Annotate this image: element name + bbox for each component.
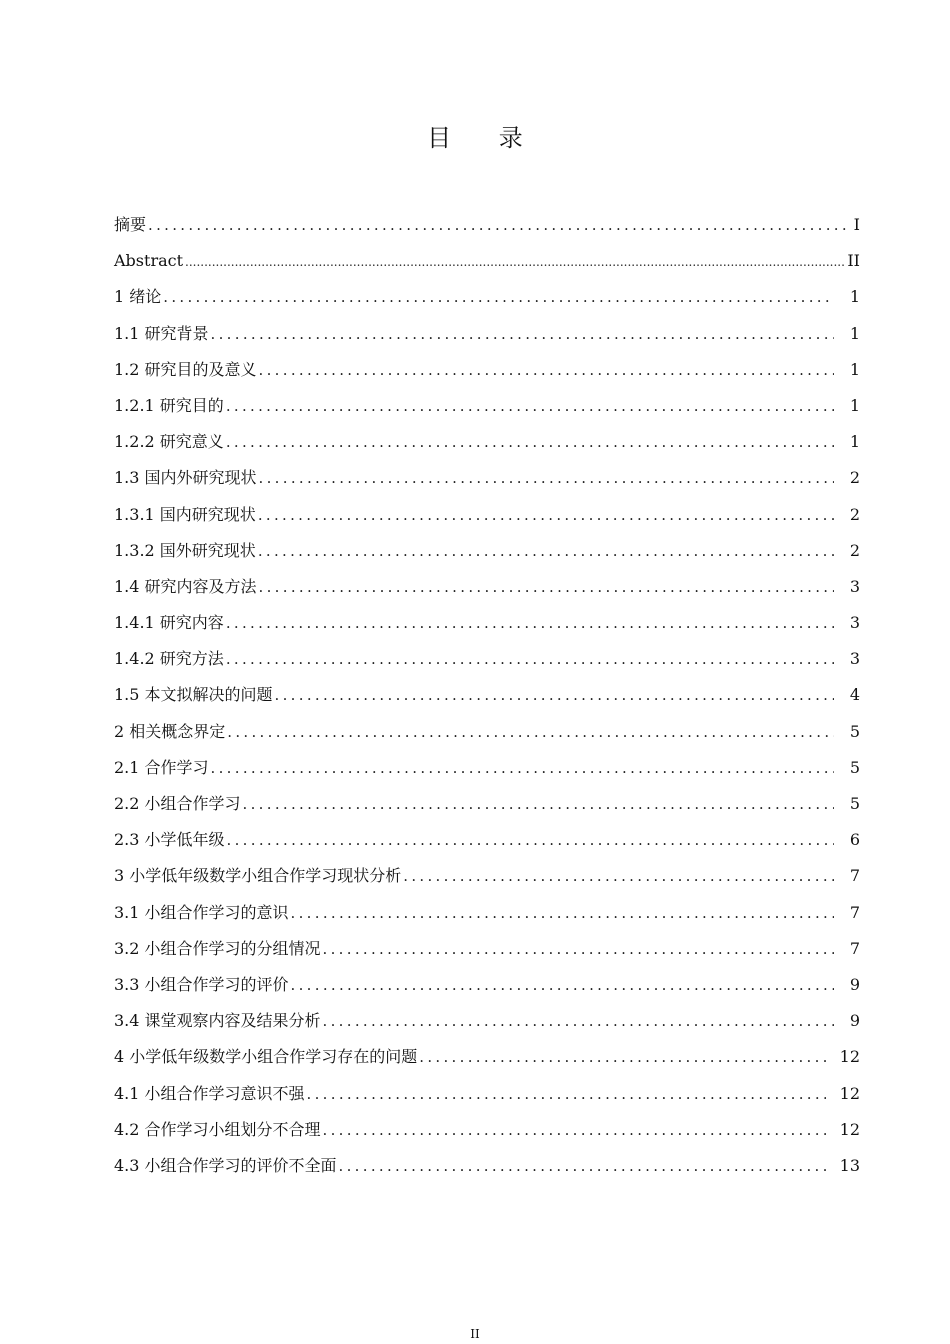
- toc-entry-page: 5: [849, 794, 860, 813]
- toc-entry-page: 7: [849, 902, 860, 922]
- toc-entry-page: 12: [839, 1083, 860, 1103]
- toc-entry-label: 1.1 研究背景: [114, 323, 209, 343]
- toc-entry-label: 1.5 本文拟解决的问题: [114, 685, 273, 705]
- toc-entry-label: 2 相关概念界定: [114, 721, 226, 741]
- toc-dot-leader: [227, 714, 834, 750]
- toc-entry-page: 3: [849, 613, 860, 633]
- toc-dot-leader: [419, 1039, 825, 1075]
- toc-entry[interactable]: [114, 1003, 860, 1039]
- toc-dot-leader: [259, 460, 834, 496]
- toc-entry-label: 4.2 合作学习小组划分不合理: [114, 1119, 321, 1139]
- toc-entry[interactable]: [114, 605, 860, 641]
- toc-dot-leader: [323, 931, 834, 967]
- toc-entry[interactable]: [114, 750, 860, 786]
- toc-entry-page: 1: [849, 359, 860, 379]
- toc-dot-leader: [258, 497, 834, 533]
- toc-entry-label: 3.1 小组合作学习的意识: [114, 902, 289, 922]
- toc-entry-label: 1.4.1 研究内容: [114, 613, 224, 633]
- toc-dot-leader: [226, 388, 834, 424]
- toc-entry-label: 1.2.2 研究意义: [114, 432, 224, 452]
- toc-dot-leader: [323, 1112, 826, 1148]
- toc-dot-leader: [323, 1003, 834, 1039]
- toc-entry[interactable]: [114, 1112, 860, 1148]
- toc-entry-label: 摘要: [114, 215, 147, 234]
- toc-dot-leader: [211, 750, 834, 786]
- toc-entry[interactable]: [114, 822, 860, 858]
- toc-entry-page: 9: [849, 974, 860, 994]
- toc-entry[interactable]: [114, 895, 860, 931]
- toc-dot-leader: [226, 424, 834, 460]
- toc-entry-label: 1.4 研究内容及方法: [114, 576, 257, 596]
- toc-entry-page: 3: [849, 576, 860, 596]
- toc-dot-leader: [148, 207, 846, 243]
- toc-entry-page: 5: [849, 721, 860, 741]
- toc-entry-page: 2: [849, 468, 860, 488]
- page-title: 目 录: [427, 124, 543, 152]
- toc-entry[interactable]: [114, 424, 860, 460]
- toc-entry[interactable]: [114, 497, 860, 533]
- toc-entry-page: 12: [839, 1119, 860, 1139]
- toc-entry[interactable]: [114, 207, 860, 243]
- toc-entry-label: 1.3.2 国外研究现状: [114, 540, 256, 560]
- toc-entry[interactable]: [114, 1148, 860, 1184]
- toc-entry[interactable]: [114, 641, 860, 677]
- toc-entry-page: 3: [849, 649, 860, 669]
- toc-entry-page: 7: [849, 866, 860, 886]
- toc-dot-leader: [258, 533, 834, 569]
- toc-dot-leader: [307, 1076, 826, 1112]
- table-of-contents: [114, 207, 860, 1184]
- toc-entry-page: 2: [849, 504, 860, 524]
- toc-entry[interactable]: [114, 714, 860, 750]
- toc-entry-label: 1.3.1 国内研究现状: [114, 504, 256, 524]
- toc-entry-page: 9: [849, 1011, 860, 1031]
- toc-dot-leader: [226, 605, 834, 641]
- toc-entry-label: 2.2 小组合作学习: [114, 794, 241, 813]
- toc-entry-label: 1.2.1 研究目的: [114, 395, 224, 415]
- toc-entry[interactable]: [114, 316, 860, 352]
- toc-entry-label: Abstract: [114, 251, 184, 271]
- toc-entry-label: 1.3 国内外研究现状: [114, 468, 257, 488]
- toc-entry[interactable]: [114, 931, 860, 967]
- toc-entry-label: 1.4.2 研究方法: [114, 649, 224, 669]
- toc-entry-page: 13: [839, 1155, 860, 1175]
- toc-entry-label: 3 小学低年级数学小组合作学习现状分析: [114, 866, 402, 886]
- toc-entry-label: 4 小学低年级数学小组合作学习存在的问题: [114, 1047, 418, 1067]
- toc-dot-leader: [211, 316, 834, 352]
- toc-entry-page: 1: [849, 323, 860, 343]
- toc-dot-leader: [185, 244, 845, 280]
- toc-entry-label: 3.3 小组合作学习的评价: [114, 974, 289, 994]
- toc-entry-page: 4: [849, 685, 860, 705]
- toc-entry[interactable]: [114, 677, 860, 713]
- footer-page-number: II: [470, 1327, 480, 1341]
- toc-entry[interactable]: [114, 569, 860, 605]
- toc-entry[interactable]: [114, 243, 860, 279]
- toc-entry-label: 2.3 小学低年级: [114, 830, 225, 850]
- toc-dot-leader: [259, 352, 834, 388]
- toc-entry[interactable]: [114, 967, 860, 1003]
- toc-entry-label: 4.3 小组合作学习的评价不全面: [114, 1155, 337, 1175]
- toc-dot-leader: [403, 858, 834, 894]
- toc-entry[interactable]: [114, 1039, 860, 1075]
- toc-dot-leader: [227, 822, 834, 858]
- toc-entry-page: 2: [849, 540, 860, 560]
- toc-dot-leader: [275, 677, 834, 713]
- toc-dot-leader: [243, 786, 834, 822]
- toc-dot-leader: [259, 569, 834, 605]
- toc-entry[interactable]: [114, 388, 860, 424]
- toc-entry-page: 1: [849, 395, 860, 415]
- toc-entry-page: 12: [839, 1047, 860, 1067]
- toc-entry-page: 6: [849, 830, 860, 850]
- toc-entry-label: 1.2 研究目的及意义: [114, 359, 257, 379]
- toc-entry[interactable]: [114, 786, 860, 822]
- toc-entry-label: 3.2 小组合作学习的分组情况: [114, 938, 321, 958]
- toc-entry-label: 2.1 合作学习: [114, 757, 209, 777]
- toc-dot-leader: [291, 895, 834, 931]
- toc-dot-leader: [226, 641, 834, 677]
- toc-entry-label: 1 绪论: [114, 287, 162, 307]
- toc-entry[interactable]: [114, 279, 860, 315]
- toc-entry-page: I: [853, 215, 860, 234]
- toc-entry[interactable]: [114, 533, 860, 569]
- toc-entry[interactable]: [114, 1076, 860, 1112]
- toc-entry-page: 5: [849, 757, 860, 777]
- toc-entry[interactable]: [114, 352, 860, 388]
- toc-entry-page: 1: [849, 287, 860, 307]
- toc-dot-leader: [163, 279, 834, 315]
- toc-entry-page: 1: [849, 432, 860, 452]
- toc-dot-leader: [339, 1148, 826, 1184]
- toc-entry[interactable]: [114, 858, 860, 894]
- toc-dot-leader: [291, 967, 834, 1003]
- toc-entry[interactable]: [114, 460, 860, 496]
- toc-entry-page: 7: [849, 938, 860, 958]
- toc-entry-label: 3.4 课堂观察内容及结果分析: [114, 1011, 321, 1031]
- toc-entry-page: II: [847, 251, 860, 271]
- toc-entry-label: 4.1 小组合作学习意识不强: [114, 1083, 305, 1103]
